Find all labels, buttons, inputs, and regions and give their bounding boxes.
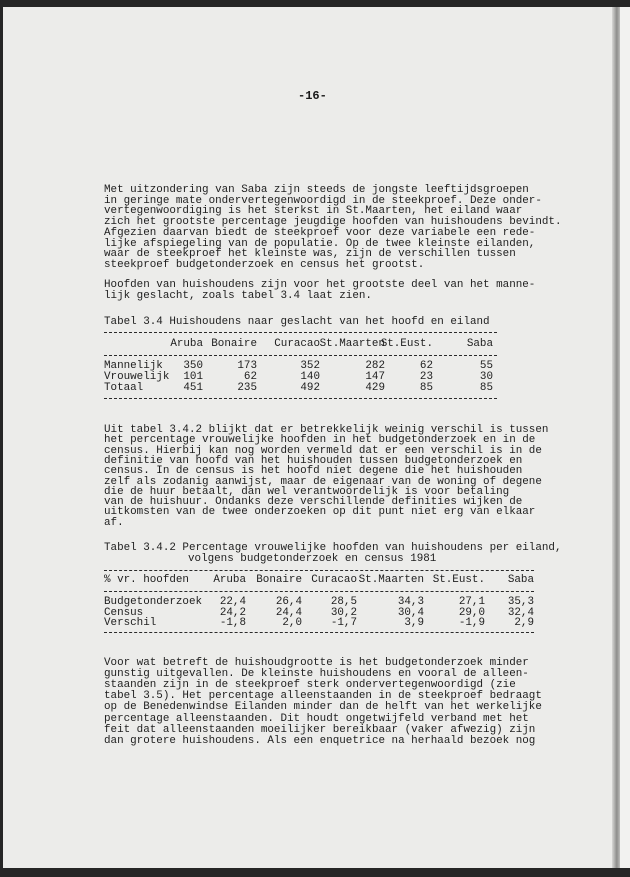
column-header: St.Eust. bbox=[380, 338, 433, 350]
paragraph4-line: dan grotere huishoudens. Als een enquetrice na herhaald bezoek nog bbox=[104, 734, 536, 747]
paragraph3-line: van de huishuur. Ondanks deze verschillende definities wijken de bbox=[104, 496, 523, 509]
column-header: Saba bbox=[466, 338, 493, 350]
table-cell: 350 bbox=[183, 360, 203, 372]
table-cell: 62 bbox=[419, 360, 433, 372]
table-cell: 173 bbox=[237, 360, 257, 372]
table-rule bbox=[104, 591, 534, 592]
paragraph3-line: Uit tabel 3.4.2 blijkt dat er betrekkelijk weinig verschil is tussen bbox=[104, 424, 549, 436]
table-cell: 34,3 bbox=[397, 596, 424, 608]
table-title: Tabel 3.4 Huishoudens naar geslacht van het hoofd en eiland bbox=[104, 316, 490, 328]
paragraph1-line: Met uitzondering van Saba zijn steeds de jongste leeftijdsgroepen bbox=[104, 184, 529, 196]
table-cell: 147 bbox=[365, 371, 385, 383]
table-cell: 28,5 bbox=[330, 596, 357, 608]
table-cell: 429 bbox=[365, 382, 385, 394]
paragraph3-line: census. Hierbij kan nog worden vermeld dat er een verschil is in de bbox=[104, 444, 542, 457]
table-rule bbox=[104, 355, 497, 356]
table-cell: 30,4 bbox=[397, 606, 424, 619]
table-cell: 35,3 bbox=[507, 596, 534, 608]
table-cell: 235 bbox=[237, 382, 257, 394]
column-header: Aruba bbox=[170, 338, 203, 350]
paragraph4-line: op de Benedenwindse Eilanden minder dan de helft van het werkelijke bbox=[104, 701, 542, 714]
table-cell: 282 bbox=[365, 360, 385, 372]
column-header: Aruba bbox=[213, 574, 246, 586]
column-header: St.Maarten bbox=[358, 574, 424, 586]
table-cell: 24,4 bbox=[275, 606, 302, 619]
table-cell: 2,9 bbox=[514, 617, 534, 629]
paragraph1-line: Afgezien daarvan biedt de steekproef voor deze variabele een rede- bbox=[104, 226, 536, 239]
table-cell: 32,4 bbox=[507, 606, 534, 619]
table-rule bbox=[104, 570, 534, 571]
table-cell: 23 bbox=[419, 371, 433, 383]
paragraph4-line: percentage alleenstaanden. Dit houdt ongetwijfeld verband met het bbox=[104, 712, 529, 725]
row-header: % vr. hoofden bbox=[104, 574, 189, 586]
paragraph1-line: vertegenwoordiging is het sterkst in St.Maarten, het eiland waar bbox=[104, 205, 523, 218]
table-cell: -1,7 bbox=[330, 617, 357, 629]
paragraph1-line: waar de steekproef het kleinste was, zijn de verschillen tussen bbox=[104, 248, 516, 261]
column-header: Curacao bbox=[274, 338, 320, 350]
row-label: Verschil bbox=[104, 617, 157, 629]
paragraph3-line: definitie van hoofd van het huishouden tussen budgetonderzoek en bbox=[104, 454, 523, 467]
next-page-edge bbox=[620, 7, 630, 868]
column-header: Curacao bbox=[311, 574, 357, 586]
table-cell: -1,9 bbox=[458, 617, 485, 629]
table-cell: 30 bbox=[479, 371, 493, 383]
paragraph4-line: feit dat alleenstaanden moeilijker bereikbaar (vaker afwezig) zijn bbox=[104, 723, 536, 736]
column-header: Bonaire bbox=[256, 574, 302, 586]
table-title: Tabel 3.4.2 Percentage vrouwelijke hoofden van huishoudens per eiland, bbox=[104, 542, 562, 554]
table-cell: 140 bbox=[300, 371, 320, 383]
paragraph3-line: uitkomsten van de twee onderzoeken op dit punt niet erg van elkaar bbox=[104, 506, 536, 519]
column-header: Saba bbox=[507, 574, 534, 586]
table-cell: 85 bbox=[479, 382, 493, 394]
paragraph3-line: zelf als zodanig aanwijst, maar de eigenaar van de woning of degene bbox=[104, 475, 542, 488]
table-cell: 62 bbox=[243, 371, 257, 383]
table-title: volgens budgetonderzoek en census 1981 bbox=[188, 553, 437, 565]
paragraph3-line: die de huur betaalt, dan wel verantwoordelijk is voor betaling bbox=[104, 485, 510, 498]
table-cell: 29,0 bbox=[458, 606, 485, 619]
table-cell: 22,4 bbox=[219, 596, 246, 608]
row-label: Census bbox=[104, 606, 144, 619]
table-cell: 451 bbox=[183, 382, 203, 394]
paragraph3-line: het percentage vrouwelijke hoofden in het budgetonderzoek en in de bbox=[104, 434, 536, 447]
paragraph3-line: census. In de census is het hoofd niet degene die het huishouden bbox=[104, 465, 523, 478]
row-label: Totaal bbox=[104, 382, 144, 394]
table-rule bbox=[104, 632, 534, 633]
table-cell: 352 bbox=[300, 360, 320, 372]
page-number: -16- bbox=[298, 89, 327, 103]
column-header: Bonaire bbox=[211, 338, 257, 350]
paragraph4-line: staanden zijn in de steekproef sterk ondervertegenwoordigd (zie bbox=[104, 679, 516, 692]
row-label: Mannelijk bbox=[104, 360, 163, 372]
paragraph2-line: lijk geslacht, zoals tabel 3.4 laat zien. bbox=[104, 289, 372, 302]
column-header: St.Maarten bbox=[319, 338, 385, 350]
table-cell: 55 bbox=[479, 360, 493, 372]
table-cell: -1,8 bbox=[219, 617, 246, 629]
paragraph4-line: gunstig uitgevallen. De kleinste huishoudens en vooral de alleen- bbox=[104, 668, 529, 681]
table-cell: 101 bbox=[183, 371, 203, 383]
row-label: Vrouwelijk bbox=[104, 371, 170, 383]
paragraph1-line: zich het grootste percentage jeugdige hoofden van huishoudens bevindt. bbox=[104, 216, 562, 229]
page-fold-shadow bbox=[612, 7, 620, 868]
table-cell: 27,1 bbox=[458, 596, 485, 608]
table-cell: 492 bbox=[300, 382, 320, 394]
table-cell: 3,9 bbox=[404, 617, 424, 629]
table-rule bbox=[104, 332, 497, 333]
column-header: St.Eust. bbox=[432, 574, 485, 586]
paragraph1-line: steekproef budgetonderzoek en census het grootst. bbox=[104, 258, 425, 271]
table-cell: 24,2 bbox=[219, 606, 246, 619]
table-rule bbox=[104, 398, 497, 399]
table-cell: 30,2 bbox=[330, 606, 357, 619]
paragraph1-line: lijke afspiegeling van de populatie. Op de twee kleinste eilanden, bbox=[104, 237, 536, 250]
table-cell: 85 bbox=[419, 382, 433, 394]
table-cell: 26,4 bbox=[275, 596, 302, 608]
paragraph1-line: in geringe mate ondervertegenwoordigd in de steekproef. Deze onder- bbox=[104, 194, 542, 207]
paragraph4-line: Voor wat betreft de huishoudgrootte is het budgetonderzoek minder bbox=[104, 657, 529, 669]
table-cell: 2,0 bbox=[282, 617, 302, 629]
paragraph2-line: Hoofden van huishoudens zijn voor het grootste deel van het manne- bbox=[104, 279, 536, 291]
paragraph4-line: tabel 3.5). Het percentage alleenstaanden in de steekproef bedraagt bbox=[104, 690, 542, 703]
row-label: Budgetonderzoek bbox=[104, 596, 203, 608]
paragraph3-line: af. bbox=[104, 516, 124, 529]
